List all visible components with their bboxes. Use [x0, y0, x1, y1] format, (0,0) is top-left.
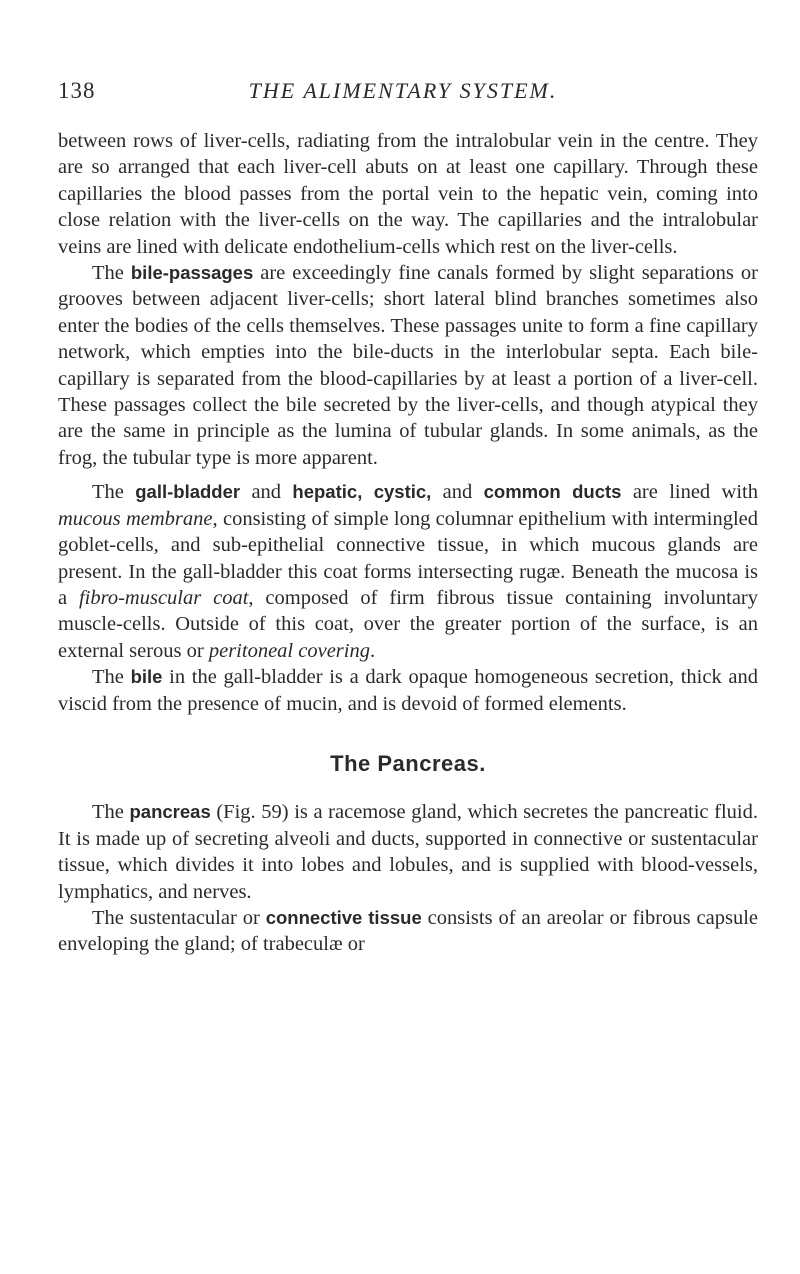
term-hepatic-cystic: hepatic, cystic, [292, 481, 432, 503]
paragraph-text: are exceedingly fine canals formed by slight separations or grooves between adjacent liver-cells; short lateral blind branches sometimes also enter the bodies of the cells themselves. These passages unite to form a fine capillary network, which empties into the bile-ducts in the interlobular septa. Each bile-capillary is separated from the blood-capillaries by at least a portion of a liver-cell. These passages collect the bile secreted by the liver-cells, and though atypical they are the same in principle as the lumina of tubular glands. In some animals, as the frog, the tubular type is more apparent. [58, 262, 758, 469]
paragraph-text: The [92, 666, 131, 689]
paragraph-gall-bladder [58, 479, 758, 664]
paragraph-liver-capillaries [58, 128, 758, 260]
paragraph-text: The [92, 801, 130, 824]
term-bile: bile [130, 666, 163, 688]
paragraph-text: and [431, 481, 484, 504]
italic-fibro-muscular-coat: fibro-muscular coat [78, 586, 249, 609]
paragraph-connective-tissue [58, 905, 758, 958]
paragraph-bile-passages [58, 260, 758, 471]
paragraph-text: , consisting of simple long columnar epithelium with intermingled goblet-cells, and sub-epithelial connective tissue, in which mucous glands are present. In the gall-bladder this coat forms intersecting rugæ. Beneath the mucosa is a [58, 507, 758, 609]
paragraph-text: The sustentacular or [92, 906, 266, 929]
paragraph-gap [58, 471, 758, 479]
running-head [58, 78, 748, 108]
section-heading: The Pancreas. [330, 750, 486, 776]
italic-peritoneal-covering: peritoneal covering [208, 639, 370, 662]
paragraph-text: , composed of firm fibrous tissue containing involuntary muscle-cells. Outside of this coat, over the greater portion of the surface, is an external serous or [58, 586, 758, 662]
paragraph-text: between rows of liver-cells, radiating from the intralobular vein in the centre. They are so arranged that each liver-cell abuts on at least one capillary. Through these capillaries the blood passes from the portal vein to the hepatic vein, coming into close relation with the liver-cells on the way. The capillaries and the intralobular veins are lined with delicate endothelium-cells which rest on the liver-cells. [58, 130, 758, 258]
term-connective-tissue: connective tissue [265, 906, 422, 928]
italic-mucous-membrane: mucous membrane [58, 507, 213, 530]
page-number: 138 [58, 78, 96, 103]
term-pancreas: pancreas [129, 801, 211, 823]
paragraph-text: (Fig. 59) is a racemose gland, which secretes the pancreatic fluid. It is made up of secreting alveoli and ducts, supported in connective or sustentacular tissue, which divides it into lobes and lobules, and is supplied with blood-vessels, lymphatics, and nerves. [58, 801, 758, 903]
running-title: THE ALIMENTARY SYSTEM. [248, 78, 558, 103]
paragraph-text: The [92, 481, 136, 504]
paragraph-pancreas [58, 799, 758, 905]
body-text [58, 128, 758, 958]
paragraph-text: are lined with [621, 481, 758, 504]
paragraph-text: consists of an areolar or fibrous capsule enveloping the gland; of trabeculæ or [58, 906, 758, 956]
term-bile-passages: bile-passages [130, 262, 254, 284]
paragraph-text: in the gall-bladder is a dark opaque homogeneous secretion, thick and viscid from the presence of mucin, and is devoid of formed elements. [58, 666, 758, 715]
paragraph-text: . [369, 639, 376, 662]
paragraph-text: The [92, 262, 131, 285]
term-gall-bladder: gall-bladder [135, 481, 241, 503]
paragraph-bile [58, 664, 758, 717]
term-common-ducts: common ducts [483, 481, 622, 503]
paragraph-text: and [240, 481, 293, 504]
